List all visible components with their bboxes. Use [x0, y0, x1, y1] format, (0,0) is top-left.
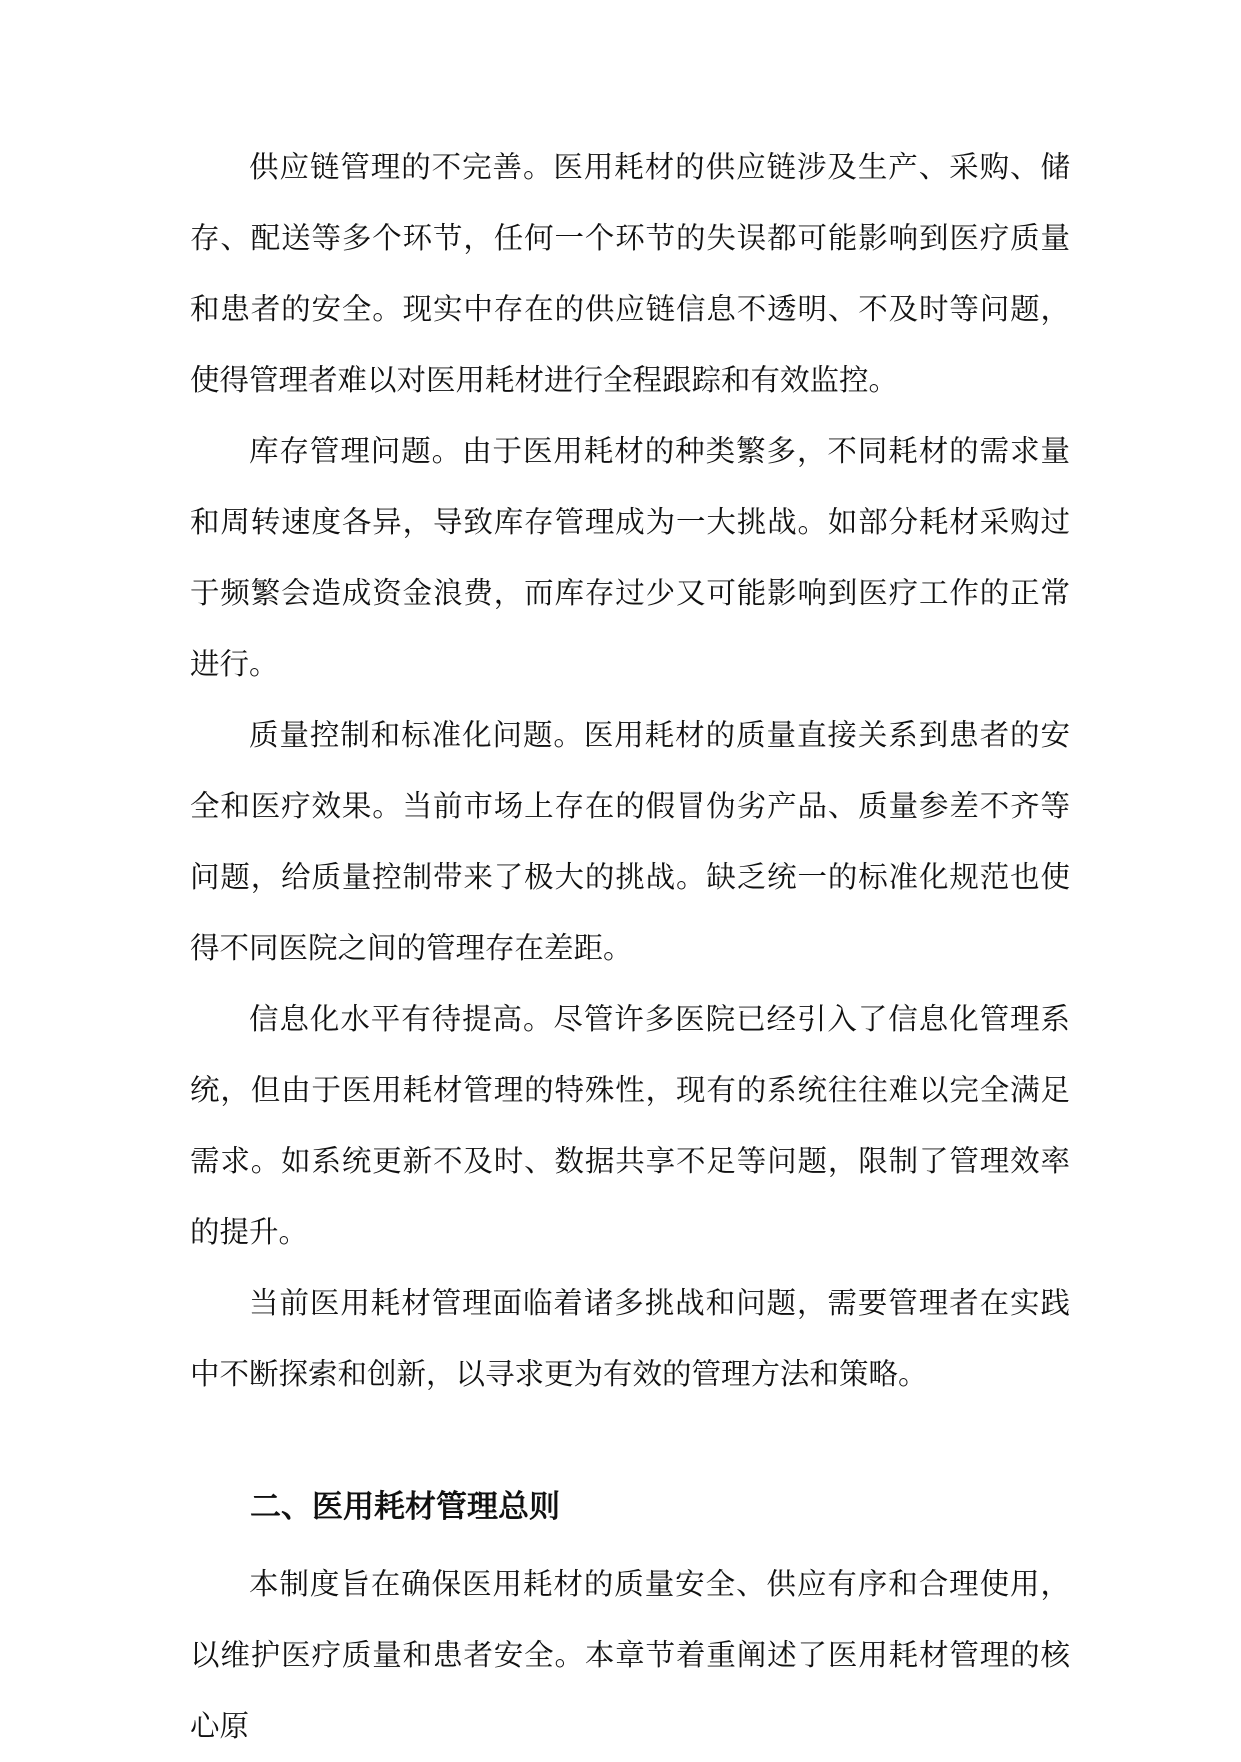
paragraph-quality-control: 质量控制和标准化问题。医用耗材的质量直接关系到患者的安全和医疗效果。当前市场上存在的假冒伪劣产品、质量参差不齐等问题，给质量控制带来了极大的挑战。缺乏统一的标准化规范也使得不同医院之间的管理存在差距。 [190, 718, 1070, 965]
section-heading: 二、医用耗材管理总则 [250, 1489, 560, 1525]
paragraph-supply-chain: 供应链管理的不完善。医用耗材的供应链涉及生产、采购、储存、配送等多个环节，任何一个环节的失误都可能影响到医疗质量和患者的安全。现实中存在的供应链信息不透明、不及时等问题，使得管理者难以对医用耗材进行全程跟踪和有效监控。 [190, 150, 1070, 397]
paragraph-informatization: 信息化水平有待提高。尽管许多医院已经引入了信息化管理系统，但由于医用耗材管理的特殊性，现有的系统往往难以完全满足需求。如系统更新不及时、数据共享不足等问题，限制了管理效率的提升。 [190, 1002, 1070, 1249]
document-body [190, 132, 1070, 1762]
paragraph-section-intro: 本制度旨在确保医用耗材的质量安全、供应有序和合理使用，以维护医疗质量和患者安全。本章节着重阐述了医用耗材管理的核心原 [190, 1567, 1070, 1743]
paragraph-summary: 当前医用耗材管理面临着诸多挑战和问题，需要管理者在实践中不断探索和创新，以寻求更为有效的管理方法和策略。 [190, 1286, 1070, 1391]
paragraph-inventory: 库存管理问题。由于医用耗材的种类繁多，不同耗材的需求量和周转速度各异，导致库存管理成为一大挑战。如部分耗材采购过于频繁会造成资金浪费，而库存过少又可能影响到医疗工作的正常进行。 [190, 434, 1070, 681]
